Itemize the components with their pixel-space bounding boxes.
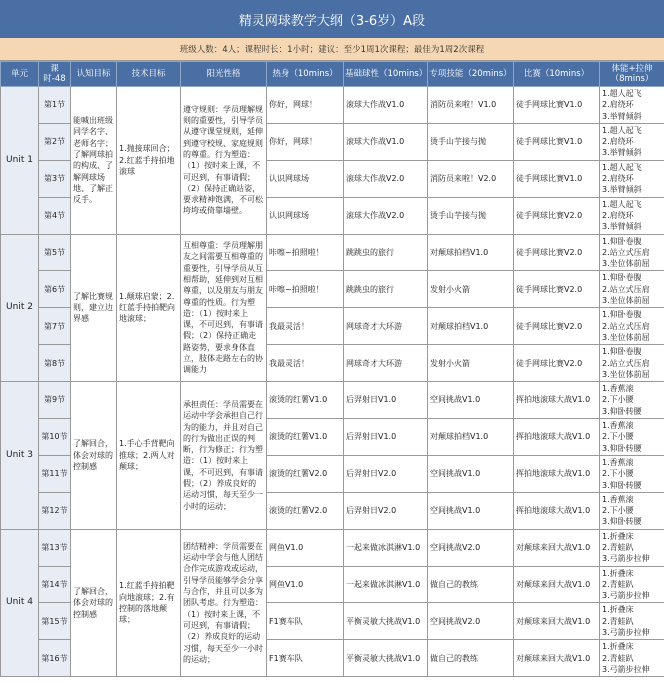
fitness-item: 1.仰卧卷腹 xyxy=(602,347,642,357)
fitness-item: 3.仰卧转腰 xyxy=(602,443,642,453)
page-title: 精灵网球教学大纲（3-6岁）A段 xyxy=(0,0,664,38)
fitness-item: 3.举臂倾斜 xyxy=(602,222,642,232)
match-activity: 挥拍地滚球大战V1.0 xyxy=(514,455,600,492)
fitness-item: 3.举臂倾斜 xyxy=(602,185,642,195)
warmup-activity: 滚烫的红薯V2.0 xyxy=(267,455,344,492)
fitness-activity xyxy=(600,492,664,529)
header-warmup: 热身（10mins） xyxy=(267,62,344,87)
warmup-activity: 咔嚓~拍照啦！ xyxy=(267,271,344,308)
match-activity: 对颠球来回大战V1.0 xyxy=(514,603,600,640)
fitness-activity xyxy=(600,419,664,456)
unit-name: Unit 2 xyxy=(1,234,39,382)
fitness-item: 1.折叠床 xyxy=(602,568,634,578)
basic-activity: 后羿射日V2.0 xyxy=(344,455,428,492)
special-activity: 空间挑战V2.0 xyxy=(428,529,514,566)
basic-activity: 跳跳虫的旅行 xyxy=(344,271,428,308)
special-activity: 对颠球拍档V1.0 xyxy=(428,308,514,345)
technique-goal: 1.抛接球回合；2.红蓝手持拍地滚球 xyxy=(117,87,181,235)
match-activity: 对颠球来回大战V1.0 xyxy=(514,566,600,603)
fitness-item: 3.坐位体前屈 xyxy=(602,259,650,269)
header-cognitive: 认知目标 xyxy=(71,62,117,87)
match-activity: 徒手网球比赛V1.0 xyxy=(514,87,600,124)
cognitive-goal: 了解回合，体会对球的控制感 xyxy=(71,529,117,677)
fitness-item: 1.超人起飞 xyxy=(602,199,642,209)
fitness-item: 3.坐位体前屈 xyxy=(602,296,650,306)
lesson-number: 第7节 xyxy=(39,308,71,345)
match-activity: 徒手网球比赛V2.0 xyxy=(514,345,600,382)
fitness-item: 2.青蛙趴 xyxy=(602,579,634,589)
special-activity: 烫手山芋接与抛 xyxy=(428,197,514,234)
fitness-activity xyxy=(600,234,664,271)
fitness-item: 1.超人起飞 xyxy=(602,125,642,135)
fitness-item: 1.超人起飞 xyxy=(602,89,642,98)
cognitive-goal: 能喊出班级同学名字、老师名字；了解网球拍的构成、了解网球场地、了解正反手。 xyxy=(71,87,117,235)
special-activity: 空间挑战V1.0 xyxy=(428,492,514,529)
basic-activity: 一起来做冰淇淋V1.0 xyxy=(344,566,428,603)
basic-activity: 后羿射日V1.0 xyxy=(344,382,428,419)
fitness-item: 3.弓箭步拉伸 xyxy=(602,591,650,601)
special-activity: 消防员来啦！V2.0 xyxy=(428,160,514,197)
basic-activity: 滚球大作战V2.0 xyxy=(344,197,428,234)
fitness-item: 2.站立式压肩 xyxy=(602,247,650,257)
character-goal: 承担责任：学员需要在运动中学会承担自己行为的能力，并且对自己的行为做出正误的判断，行为修正；行为塑造：（1）按时来上课，不可迟到，有事请假；（2）养成良好的运动习惯，每天至少一小时的运动； xyxy=(181,382,267,530)
special-activity: 空间挑战V1.0 xyxy=(428,382,514,419)
lesson-number: 第12节 xyxy=(39,492,71,529)
special-activity: 对颠球拍档V1.0 xyxy=(428,419,514,456)
technique-goal: 1.红蓝手持拍靶向地滚球；2.有控制的落地颠球； xyxy=(117,529,181,677)
header-character: 阳光性格 xyxy=(181,62,267,87)
fitness-item: 3.举臂倾斜 xyxy=(602,111,642,121)
fitness-item: 2.肩绕环 xyxy=(602,174,634,184)
fitness-item: 2.下小腰 xyxy=(602,469,634,479)
lesson-number: 第4节 xyxy=(39,197,71,234)
match-activity: 挥拍地滚球大战V1.0 xyxy=(514,419,600,456)
fitness-item: 1.香蕉滚 xyxy=(602,457,634,467)
warmup-activity: 网鱼V1.0 xyxy=(267,566,344,603)
table-row xyxy=(1,234,664,271)
fitness-activity xyxy=(600,382,664,419)
fitness-item: 3.弓箭步拉伸 xyxy=(602,554,650,564)
match-activity: 徒手网球比赛V2.0 xyxy=(514,271,600,308)
special-activity: 烫手山芋接与抛 xyxy=(428,123,514,160)
special-activity: 做自己的教练 xyxy=(428,566,514,603)
warmup-activity: 网鱼V1.0 xyxy=(267,529,344,566)
fitness-item: 2.下小腰 xyxy=(602,506,634,516)
table-row xyxy=(1,382,664,419)
unit-name: Unit 1 xyxy=(1,87,39,235)
lesson-number: 第1节 xyxy=(39,87,71,124)
match-activity: 徒手网球比赛V2.0 xyxy=(514,197,600,234)
basic-activity: 平衡灵敏大挑战V1.0 xyxy=(344,603,428,640)
lesson-number: 第14节 xyxy=(39,566,71,603)
basic-activity: 跳跳虫的旅行 xyxy=(344,234,428,271)
fitness-item: 3.弓箭步拉伸 xyxy=(602,628,650,638)
basic-activity: 平衡灵敏大挑战V1.0 xyxy=(344,640,428,677)
warmup-activity: 认识网球场 xyxy=(267,197,344,234)
header-match: 比赛（10mins） xyxy=(514,62,600,87)
unit-name: Unit 4 xyxy=(1,529,39,677)
fitness-activity xyxy=(600,603,664,640)
cognitive-goal: 了解回合，体会对球的控制感 xyxy=(71,382,117,530)
fitness-item: 1.仰卧卷腹 xyxy=(602,310,642,320)
fitness-item: 2.肩绕环 xyxy=(602,137,634,147)
basic-activity: 滚球大作战V1.0 xyxy=(344,123,428,160)
lesson-number: 第9节 xyxy=(39,382,71,419)
special-activity: 空间挑战V1.0 xyxy=(428,455,514,492)
fitness-item: 3.坐位体前屈 xyxy=(602,369,650,379)
special-activity: 对颠球拍档V1.0 xyxy=(428,234,514,271)
lesson-number: 第11节 xyxy=(39,455,71,492)
fitness-item: 3.仰卧转腰 xyxy=(602,406,642,416)
warmup-activity: 你好，网球！ xyxy=(267,87,344,124)
fitness-item: 1.香蕉滚 xyxy=(602,384,634,394)
warmup-activity: 我最灵活！ xyxy=(267,345,344,382)
table-header-row xyxy=(1,62,664,87)
fitness-item: 1.仰卧卷腹 xyxy=(602,236,642,246)
warmup-activity: 你好，网球！ xyxy=(267,123,344,160)
syllabus-table xyxy=(0,61,664,677)
lesson-number: 第10节 xyxy=(39,419,71,456)
basic-activity: 后羿射日V1.0 xyxy=(344,419,428,456)
fitness-item: 2.站立式压肩 xyxy=(602,321,650,331)
lesson-number: 第13节 xyxy=(39,529,71,566)
special-activity: 空间挑战V2.0 xyxy=(428,603,514,640)
header-fitness: 体能+拉伸（8mins） xyxy=(600,62,664,87)
lesson-number: 第5节 xyxy=(39,234,71,271)
cognitive-goal: 了解比赛规则，建立边界感 xyxy=(71,234,117,382)
basic-activity: 后羿射日V2.0 xyxy=(344,492,428,529)
lesson-number: 第16节 xyxy=(39,640,71,677)
character-goal: 互相尊重：学员理解朋友之间需要互相尊重的重要性，引导学员从互相帮助，延伸到对互相尊重，以及朋友与朋友尊重的性质。行为塑造：（1）按时来上课，不可迟到，有事请假；（2）保持正确走路姿势，要求身体直立，肢体走路左右的协调能力 xyxy=(181,234,267,382)
match-activity: 徒手网球比赛V1.0 xyxy=(514,160,600,197)
warmup-activity: 认识网球场 xyxy=(267,160,344,197)
special-activity: 发射小火箭 xyxy=(428,271,514,308)
special-activity: 发射小火箭 xyxy=(428,345,514,382)
fitness-item: 1.香蕉滚 xyxy=(602,421,634,431)
character-goal: 遵守规则：学员理解规则的重要性，引导学员从遵守课堂规则，延伸到遵守校规、家庭规则的尊重。行为塑造：（1）按时来上课，不可迟到，有事请假；（2）保持正确站姿，要求精神饱满，不可松垮垮或倚靠墙壁。 xyxy=(181,87,267,235)
basic-activity: 滚球大作战V2.0 xyxy=(344,160,428,197)
fitness-item: 2.下小腰 xyxy=(602,395,634,405)
technique-goal: 1.手心手背靶向推球；2.两人对颠球； xyxy=(117,382,181,530)
warmup-activity: 滚烫的红薯V1.0 xyxy=(267,419,344,456)
fitness-item: 3.仰卧转腰 xyxy=(602,517,642,527)
warmup-activity: 咔嚓~拍照啦！ xyxy=(267,234,344,271)
warmup-activity: 滚烫的红薯V2.0 xyxy=(267,492,344,529)
character-goal: 团结精神：学员需要在运动中学会与他人团结合作完成游戏或运动，引导学员能够学会分享与合作，并且可以多为团队考虑。行为塑造：（1）按时来上课，不可迟到，有事请假；（2）养成良好的运动习惯，每天至少一小时的运动； xyxy=(181,529,267,677)
fitness-item: 3.弓箭步拉伸 xyxy=(602,664,650,674)
fitness-item: 2.下小腰 xyxy=(602,432,634,442)
fitness-item: 1.超人起飞 xyxy=(602,162,642,172)
fitness-item: 3.坐位体前屈 xyxy=(602,332,650,342)
fitness-activity xyxy=(600,345,664,382)
fitness-activity xyxy=(600,455,664,492)
fitness-activity xyxy=(600,640,664,677)
fitness-item: 2.站立式压肩 xyxy=(602,284,650,294)
fitness-activity xyxy=(600,197,664,234)
fitness-activity xyxy=(600,308,664,345)
match-activity: 徒手网球比赛V1.0 xyxy=(514,123,600,160)
fitness-item: 1.仰卧卷腹 xyxy=(602,273,642,283)
header-special: 专项技能（20mins） xyxy=(428,62,514,87)
match-activity: 挥拍地滚球大战V1.0 xyxy=(514,492,600,529)
fitness-item: 3.仰卧转腰 xyxy=(602,480,642,490)
fitness-item: 2.肩绕环 xyxy=(602,100,634,110)
lesson-number: 第8节 xyxy=(39,345,71,382)
class-info-banner: 班级人数：4人；课程时长：1小时；建议：至少1周1次课程；最佳为1周2次课程 xyxy=(0,38,664,61)
basic-activity: 网球奇才大环游 xyxy=(344,345,428,382)
fitness-item: 1.折叠床 xyxy=(602,531,634,541)
warmup-activity: F1赛车队 xyxy=(267,640,344,677)
fitness-item: 1.香蕉滚 xyxy=(602,494,634,504)
fitness-activity xyxy=(600,160,664,197)
header-technique: 技术目标 xyxy=(117,62,181,87)
fitness-item: 2.青蛙趴 xyxy=(602,653,634,663)
basic-activity: 一起来做冰淇淋V1.0 xyxy=(344,529,428,566)
lesson-number: 第15节 xyxy=(39,603,71,640)
unit-name: Unit 3 xyxy=(1,382,39,530)
special-activity: 做自己的教练 xyxy=(428,640,514,677)
match-activity: 徒手网球比赛V2.0 xyxy=(514,308,600,345)
fitness-activity xyxy=(600,271,664,308)
fitness-activity xyxy=(600,529,664,566)
header-lesson: 课时-48 xyxy=(39,62,71,87)
syllabus-body xyxy=(1,87,664,677)
header-unit: 单元 xyxy=(1,62,39,87)
table-row xyxy=(1,529,664,566)
fitness-item: 1.折叠床 xyxy=(602,605,634,615)
match-activity: 对颠球来回大战V1.0 xyxy=(514,529,600,566)
fitness-activity xyxy=(600,123,664,160)
basic-activity: 网球奇才大环游 xyxy=(344,308,428,345)
fitness-item: 3.举臂倾斜 xyxy=(602,148,642,158)
lesson-number: 第2节 xyxy=(39,123,71,160)
warmup-activity: F1赛车队 xyxy=(267,603,344,640)
warmup-activity: 滚烫的红薯V1.0 xyxy=(267,382,344,419)
special-activity: 消防员来啦！V1.0 xyxy=(428,87,514,124)
warmup-activity: 我最灵活！ xyxy=(267,308,344,345)
fitness-activity xyxy=(600,87,664,124)
fitness-item: 2.肩绕环 xyxy=(602,210,634,220)
fitness-item: 2.站立式压肩 xyxy=(602,358,650,368)
lesson-number: 第6节 xyxy=(39,271,71,308)
table-row xyxy=(1,87,664,124)
fitness-item: 1.折叠床 xyxy=(602,642,634,652)
fitness-activity xyxy=(600,566,664,603)
fitness-item: 2.青蛙趴 xyxy=(602,542,634,552)
match-activity: 挥拍地滚球大战V1.0 xyxy=(514,382,600,419)
fitness-item: 2.青蛙趴 xyxy=(602,616,634,626)
header-basic: 基础球性（10mins） xyxy=(344,62,428,87)
basic-activity: 滚球大作战V1.0 xyxy=(344,87,428,124)
lesson-number: 第3节 xyxy=(39,160,71,197)
technique-goal: 1.颠球启蒙；2.红蓝手持拍靶向地滚球； xyxy=(117,234,181,382)
match-activity: 徒手网球比赛V2.0 xyxy=(514,234,600,271)
match-activity: 对颠球来回大战V1.0 xyxy=(514,640,600,677)
